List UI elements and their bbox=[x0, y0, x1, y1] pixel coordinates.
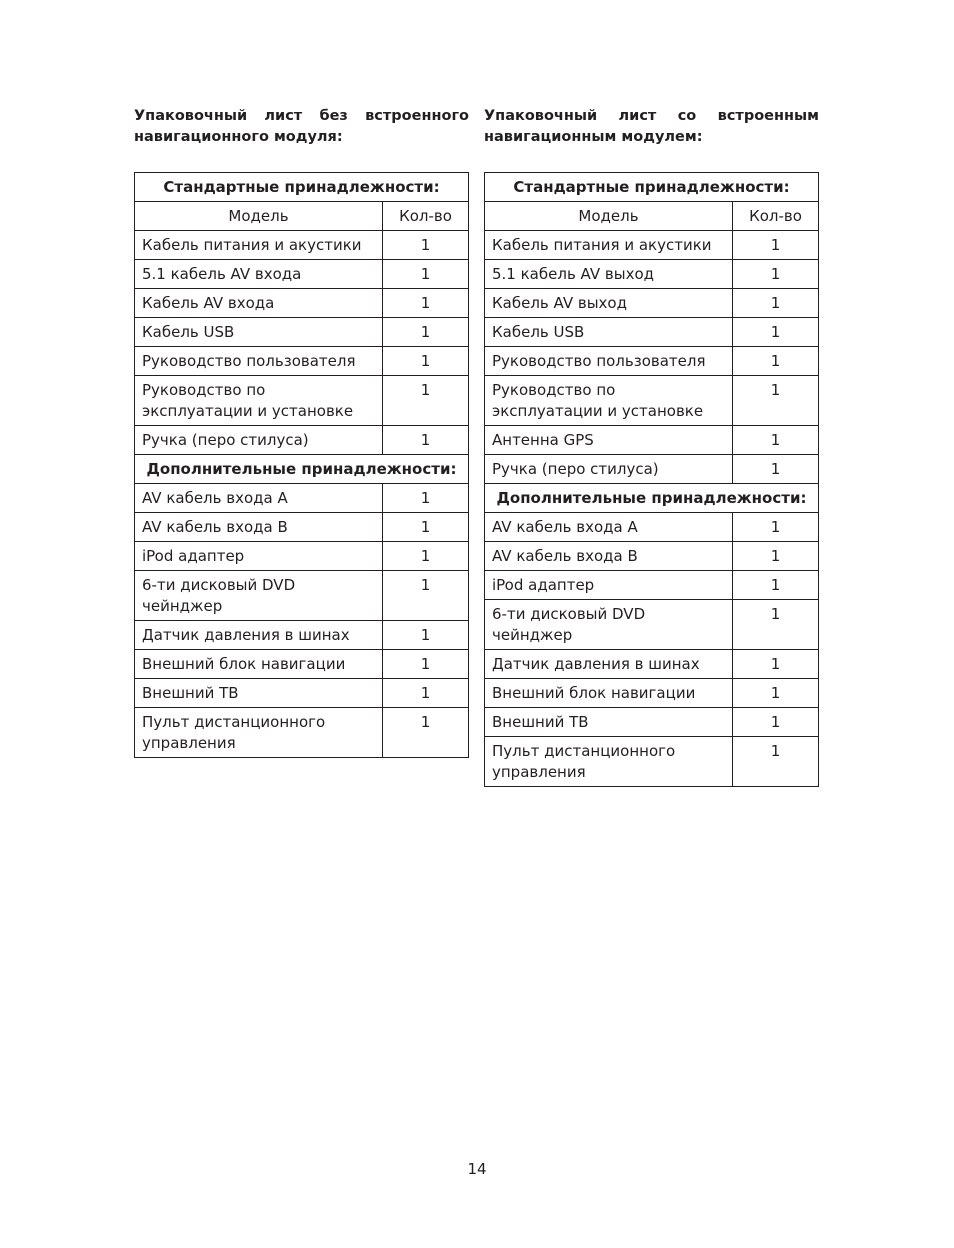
table-row bbox=[485, 318, 819, 347]
left-optional-title: Дополнительные принадлежности: bbox=[135, 455, 469, 484]
item-name: Пульт дистанционного управления bbox=[135, 708, 383, 758]
left-col-model: Модель bbox=[135, 202, 383, 231]
item-name: 5.1 кабель AV выход bbox=[485, 260, 733, 289]
item-name: AV кабель входа A bbox=[135, 484, 383, 513]
table-row bbox=[135, 621, 469, 650]
table-row bbox=[485, 679, 819, 708]
table-row bbox=[485, 737, 819, 787]
table-row bbox=[485, 650, 819, 679]
item-name: Внешний блок навигации bbox=[485, 679, 733, 708]
right-col-qty: Кол-во bbox=[733, 202, 819, 231]
right-standard-title: Стандартные принадлежности: bbox=[485, 173, 819, 202]
table-row bbox=[135, 708, 469, 758]
right-col-model: Модель bbox=[485, 202, 733, 231]
section-row bbox=[485, 484, 819, 513]
item-qty: 1 bbox=[733, 376, 819, 426]
item-name: iPod адаптер bbox=[485, 571, 733, 600]
item-qty: 1 bbox=[383, 484, 469, 513]
item-name: AV кабель входа B bbox=[135, 513, 383, 542]
table-row bbox=[135, 650, 469, 679]
table-row bbox=[485, 600, 819, 650]
table-row bbox=[485, 376, 819, 426]
item-name: Руководство по эксплуатации и установке bbox=[135, 376, 383, 426]
table-row bbox=[485, 289, 819, 318]
item-name: Внешний ТВ bbox=[485, 708, 733, 737]
item-qty: 1 bbox=[733, 737, 819, 787]
item-name: iPod адаптер bbox=[135, 542, 383, 571]
table-row bbox=[485, 542, 819, 571]
item-qty: 1 bbox=[733, 650, 819, 679]
item-name: AV кабель входа A bbox=[485, 513, 733, 542]
item-qty: 1 bbox=[383, 231, 469, 260]
item-qty: 1 bbox=[733, 571, 819, 600]
table-row bbox=[135, 318, 469, 347]
item-name: Пульт дистанционного управления bbox=[485, 737, 733, 787]
item-qty: 1 bbox=[733, 426, 819, 455]
item-qty: 1 bbox=[733, 600, 819, 650]
table-row bbox=[135, 376, 469, 426]
item-qty: 1 bbox=[733, 231, 819, 260]
item-qty: 1 bbox=[733, 260, 819, 289]
item-name: Кабель AV выход bbox=[485, 289, 733, 318]
item-name: Внешний блок навигации bbox=[135, 650, 383, 679]
table-row bbox=[135, 260, 469, 289]
item-qty: 1 bbox=[383, 708, 469, 758]
item-name: Руководство по эксплуатации и установке bbox=[485, 376, 733, 426]
item-name: Антенна GPS bbox=[485, 426, 733, 455]
item-name: Руководство пользователя bbox=[135, 347, 383, 376]
table-row bbox=[135, 289, 469, 318]
left-packing-table bbox=[134, 172, 469, 758]
table-row bbox=[135, 542, 469, 571]
table-row bbox=[485, 347, 819, 376]
table-row bbox=[485, 426, 819, 455]
item-name: 5.1 кабель AV входа bbox=[135, 260, 383, 289]
right-optional-title: Дополнительные принадлежности: bbox=[485, 484, 819, 513]
item-qty: 1 bbox=[383, 679, 469, 708]
item-qty: 1 bbox=[733, 347, 819, 376]
item-name: AV кабель входа B bbox=[485, 542, 733, 571]
item-qty: 1 bbox=[733, 542, 819, 571]
item-qty: 1 bbox=[383, 621, 469, 650]
table-row bbox=[135, 426, 469, 455]
item-name: Датчик давления в шинах bbox=[135, 621, 383, 650]
item-name: Кабель питания и акустики bbox=[135, 231, 383, 260]
item-qty: 1 bbox=[383, 347, 469, 376]
table-row bbox=[485, 231, 819, 260]
item-qty: 1 bbox=[733, 318, 819, 347]
left-col-qty: Кол-во bbox=[383, 202, 469, 231]
item-name: Кабель AV входа bbox=[135, 289, 383, 318]
item-qty: 1 bbox=[733, 455, 819, 484]
item-qty: 1 bbox=[383, 289, 469, 318]
left-heading: Упаковочный лист без встроенного навигационного модуля: bbox=[134, 108, 469, 145]
item-name: Ручка (перо стилуса) bbox=[135, 426, 383, 455]
item-name: 6-ти дисковый DVD чейнджер bbox=[135, 571, 383, 621]
table-row bbox=[135, 231, 469, 260]
table-row bbox=[135, 484, 469, 513]
item-qty: 1 bbox=[733, 679, 819, 708]
item-name: Кабель USB bbox=[485, 318, 733, 347]
item-name: Руководство пользователя bbox=[485, 347, 733, 376]
right-heading: Упаковочный лист со встроенным навигационным модулем: bbox=[484, 108, 819, 145]
item-qty: 1 bbox=[383, 571, 469, 621]
item-name: Внешний ТВ bbox=[135, 679, 383, 708]
item-qty: 1 bbox=[383, 513, 469, 542]
left-column bbox=[134, 106, 469, 758]
item-qty: 1 bbox=[383, 318, 469, 347]
right-column bbox=[484, 106, 819, 787]
table-row bbox=[485, 260, 819, 289]
table-row bbox=[485, 455, 819, 484]
item-qty: 1 bbox=[383, 542, 469, 571]
item-qty: 1 bbox=[733, 708, 819, 737]
table-row bbox=[135, 513, 469, 542]
page-number: 14 bbox=[467, 1160, 487, 1178]
item-qty: 1 bbox=[383, 376, 469, 426]
item-qty: 1 bbox=[383, 650, 469, 679]
table-row bbox=[485, 571, 819, 600]
item-name: 6-ти дисковый DVD чейнджер bbox=[485, 600, 733, 650]
item-qty: 1 bbox=[733, 289, 819, 318]
item-name: Датчик давления в шинах bbox=[485, 650, 733, 679]
table-row bbox=[135, 571, 469, 621]
table-row bbox=[135, 347, 469, 376]
table-row bbox=[485, 513, 819, 542]
item-qty: 1 bbox=[733, 513, 819, 542]
section-row bbox=[135, 455, 469, 484]
left-standard-title: Стандартные принадлежности: bbox=[135, 173, 469, 202]
table-row bbox=[485, 708, 819, 737]
item-name: Кабель USB bbox=[135, 318, 383, 347]
table-row bbox=[135, 679, 469, 708]
item-name: Ручка (перо стилуса) bbox=[485, 455, 733, 484]
right-packing-table bbox=[484, 172, 819, 787]
item-qty: 1 bbox=[383, 260, 469, 289]
item-qty: 1 bbox=[383, 426, 469, 455]
item-name: Кабель питания и акустики bbox=[485, 231, 733, 260]
